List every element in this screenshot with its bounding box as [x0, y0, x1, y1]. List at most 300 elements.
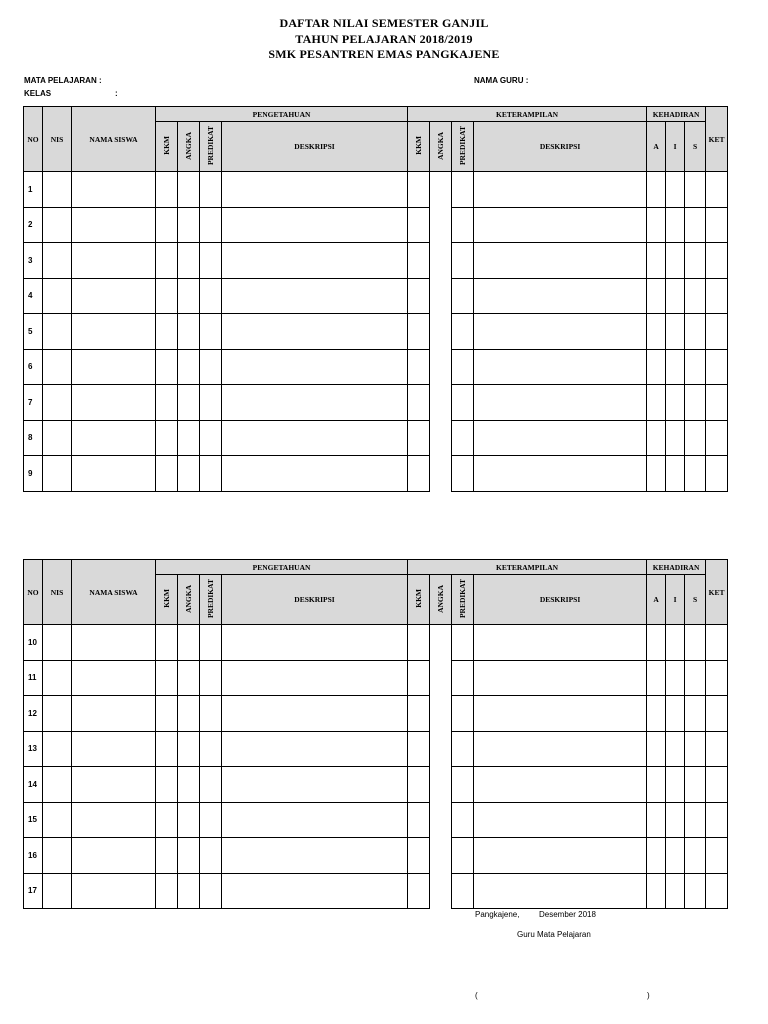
grade-cell	[72, 625, 156, 661]
grade-cell	[72, 278, 156, 314]
kkm-label: KKM	[414, 136, 424, 155]
grade-cell	[474, 207, 647, 243]
grade-cell	[452, 873, 474, 909]
grade-cell	[156, 349, 178, 385]
col-header-predikat	[200, 575, 222, 625]
grade-cell	[474, 456, 647, 492]
col-header-a: A	[647, 575, 666, 625]
signature-place: Pangkajene,	[475, 910, 520, 919]
grade-cell	[452, 243, 474, 279]
grade-cell	[452, 660, 474, 696]
grade-cell	[452, 349, 474, 385]
col-header-kkm	[156, 575, 178, 625]
grade-cell	[222, 349, 408, 385]
nama-guru-label: NAMA GURU :	[474, 76, 529, 85]
grade-cell	[706, 767, 728, 803]
grade-cell	[72, 456, 156, 492]
grade-cell	[685, 731, 706, 767]
grade-cell	[178, 172, 200, 208]
grade-cell	[222, 696, 408, 732]
grade-cell	[222, 314, 408, 350]
col-header-predikat-2	[452, 122, 474, 172]
grade-cell	[666, 660, 685, 696]
signature-role: Guru Mata Pelajaran	[517, 930, 591, 939]
grade-cell	[408, 625, 430, 661]
grade-cell	[666, 767, 685, 803]
grade-cell	[685, 314, 706, 350]
grade-cell	[666, 278, 685, 314]
grade-cell	[178, 767, 200, 803]
grade-cell	[43, 385, 72, 421]
col-header-deskripsi: DESKRIPSI	[222, 122, 408, 172]
grade-cell	[178, 420, 200, 456]
table-row	[24, 696, 728, 732]
grade-cell	[200, 731, 222, 767]
col-header-i: I	[666, 575, 685, 625]
grade-cell	[178, 349, 200, 385]
grade-cell	[43, 456, 72, 492]
col-header-a: A	[647, 122, 666, 172]
predikat-label: PREDIKAT	[206, 578, 215, 619]
grade-cell	[408, 767, 430, 803]
grade-cell	[452, 207, 474, 243]
grade-cell	[408, 456, 430, 492]
grade-cell	[43, 349, 72, 385]
col-header-deskripsi-2: DESKRIPSI	[474, 575, 647, 625]
grade-cell	[222, 207, 408, 243]
grade-cell	[408, 660, 430, 696]
grade-cell	[43, 243, 72, 279]
grade-cell	[647, 625, 666, 661]
grade-cell	[685, 873, 706, 909]
grade-cell	[156, 314, 178, 350]
grade-cell	[706, 873, 728, 909]
grade-cell	[43, 873, 72, 909]
kelas-colon: :	[115, 89, 118, 98]
grade-cell	[72, 314, 156, 350]
grade-cell	[452, 767, 474, 803]
row-number: 2	[24, 207, 43, 243]
grade-cell	[647, 278, 666, 314]
grade-cell	[43, 314, 72, 350]
grade-cell	[200, 207, 222, 243]
grade-cell	[647, 802, 666, 838]
grade-cell	[156, 873, 178, 909]
grade-cell	[178, 243, 200, 279]
grade-cell	[452, 696, 474, 732]
document-title	[0, 16, 768, 63]
grade-cell	[706, 456, 728, 492]
col-header-angka-2	[430, 575, 452, 625]
grade-cell	[474, 660, 647, 696]
grade-cell	[222, 278, 408, 314]
grade-cell	[706, 349, 728, 385]
grade-cell	[685, 696, 706, 732]
mata-pelajaran-label: MATA PELAJARAN :	[24, 76, 102, 85]
grade-cell	[474, 731, 647, 767]
grade-cell	[666, 873, 685, 909]
grade-cell	[72, 349, 156, 385]
grade-cell	[408, 420, 430, 456]
grade-cell	[706, 838, 728, 874]
grade-cell	[430, 420, 452, 456]
grade-cell	[706, 207, 728, 243]
table-row	[24, 278, 728, 314]
grade-cell	[43, 696, 72, 732]
col-header-ket: KET	[706, 560, 728, 625]
grade-cell	[685, 172, 706, 208]
grade-cell	[72, 696, 156, 732]
grade-cell	[200, 420, 222, 456]
grade-cell	[43, 420, 72, 456]
grade-cell	[156, 278, 178, 314]
grade-cell	[706, 278, 728, 314]
grade-cell	[72, 873, 156, 909]
grade-cell	[685, 767, 706, 803]
grade-cell	[685, 660, 706, 696]
grade-cell	[685, 349, 706, 385]
grade-cell	[430, 696, 452, 732]
grade-cell	[474, 696, 647, 732]
grade-cell	[430, 731, 452, 767]
grade-cell	[706, 243, 728, 279]
table-row	[24, 207, 728, 243]
grade-cell	[452, 731, 474, 767]
grade-cell	[222, 731, 408, 767]
grade-cell	[43, 172, 72, 208]
row-number: 1	[24, 172, 43, 208]
predikat-label: PREDIKAT	[458, 125, 468, 166]
grade-table-2-body	[24, 560, 728, 909]
grade-cell	[685, 456, 706, 492]
grade-cell	[430, 802, 452, 838]
predikat-label: PREDIKAT	[458, 578, 468, 619]
grade-cell	[200, 625, 222, 661]
grade-cell	[474, 314, 647, 350]
grade-cell	[408, 731, 430, 767]
grade-cell	[156, 731, 178, 767]
grade-cell	[647, 349, 666, 385]
grade-cell	[474, 172, 647, 208]
grade-cell	[178, 731, 200, 767]
predikat-label: PREDIKAT	[206, 125, 215, 166]
grade-cell	[156, 696, 178, 732]
table-row	[24, 731, 728, 767]
grade-cell	[43, 207, 72, 243]
grade-cell	[72, 838, 156, 874]
grade-cell	[408, 314, 430, 350]
grade-cell	[222, 625, 408, 661]
grade-cell	[43, 767, 72, 803]
grade-cell	[72, 802, 156, 838]
grade-cell	[474, 625, 647, 661]
grade-cell	[452, 625, 474, 661]
grade-cell	[647, 731, 666, 767]
grade-cell	[43, 278, 72, 314]
grade-cell	[43, 731, 72, 767]
grade-cell	[685, 278, 706, 314]
table-row	[24, 660, 728, 696]
grade-cell	[430, 660, 452, 696]
grade-cell	[200, 660, 222, 696]
grade-cell	[706, 731, 728, 767]
grade-cell	[647, 456, 666, 492]
grade-cell	[222, 420, 408, 456]
grade-cell	[706, 802, 728, 838]
grade-cell	[178, 207, 200, 243]
grade-cell	[474, 385, 647, 421]
grade-cell	[222, 660, 408, 696]
grade-cell	[72, 420, 156, 456]
grade-cell	[452, 420, 474, 456]
grade-cell	[178, 802, 200, 838]
grade-cell	[647, 660, 666, 696]
grade-cell	[430, 207, 452, 243]
title-line-3: SMK PESANTREN EMAS PANGKAJENE	[268, 47, 500, 61]
grade-cell	[200, 314, 222, 350]
grade-cell	[685, 625, 706, 661]
grade-cell	[474, 243, 647, 279]
grade-cell	[43, 660, 72, 696]
col-header-angka-2	[430, 122, 452, 172]
grade-cell	[474, 838, 647, 874]
row-number: 11	[24, 660, 43, 696]
grade-cell	[666, 420, 685, 456]
col-header-deskripsi-2: DESKRIPSI	[474, 122, 647, 172]
col-header-nama-siswa: NAMA SISWA	[72, 560, 156, 625]
grade-cell	[408, 838, 430, 874]
grade-cell	[43, 625, 72, 661]
grade-cell	[178, 314, 200, 350]
grade-cell	[200, 838, 222, 874]
grade-cell	[452, 278, 474, 314]
kelas-label: KELAS	[24, 89, 52, 98]
angka-label: ANGKA	[184, 131, 193, 160]
grade-cell	[178, 625, 200, 661]
grade-cell	[666, 172, 685, 208]
row-number: 13	[24, 731, 43, 767]
grade-cell	[706, 314, 728, 350]
grade-cell	[430, 625, 452, 661]
angka-label: ANGKA	[436, 131, 446, 160]
grade-cell	[408, 873, 430, 909]
grade-cell	[72, 207, 156, 243]
grade-cell	[666, 349, 685, 385]
col-header-kkm	[156, 122, 178, 172]
col-header-keterampilan: KETERAMPILAN	[408, 560, 647, 575]
grade-cell	[222, 873, 408, 909]
grade-cell	[474, 420, 647, 456]
grade-cell	[200, 278, 222, 314]
col-header-kehadiran: KEHADIRAN	[647, 107, 706, 122]
col-header-angka	[178, 122, 200, 172]
table-row	[24, 314, 728, 350]
table-row	[24, 767, 728, 803]
grade-cell	[156, 767, 178, 803]
angka-label: ANGKA	[436, 584, 446, 613]
grade-cell	[430, 243, 452, 279]
grade-cell	[706, 385, 728, 421]
grade-cell	[685, 243, 706, 279]
grade-cell	[430, 349, 452, 385]
row-number: 6	[24, 349, 43, 385]
grade-cell	[474, 767, 647, 803]
grade-cell	[430, 278, 452, 314]
grade-cell	[666, 625, 685, 661]
col-header-s: S	[685, 575, 706, 625]
grade-cell	[72, 172, 156, 208]
col-header-predikat-2	[452, 575, 474, 625]
grade-cell	[666, 243, 685, 279]
grade-table-1-body	[24, 107, 728, 492]
col-header-kkm-2	[408, 575, 430, 625]
grade-cell	[685, 385, 706, 421]
grade-cell	[72, 660, 156, 696]
grade-cell	[647, 838, 666, 874]
grade-cell	[200, 873, 222, 909]
grade-cell	[430, 838, 452, 874]
grade-cell	[156, 838, 178, 874]
grade-cell	[685, 207, 706, 243]
grade-cell	[408, 349, 430, 385]
grade-cell	[200, 385, 222, 421]
row-number: 10	[24, 625, 43, 661]
table-row	[24, 802, 728, 838]
grade-cell	[222, 243, 408, 279]
grade-cell	[222, 172, 408, 208]
row-number: 7	[24, 385, 43, 421]
grade-cell	[72, 385, 156, 421]
col-header-angka	[178, 575, 200, 625]
grade-cell	[706, 420, 728, 456]
grade-cell	[200, 802, 222, 838]
col-header-kehadiran: KEHADIRAN	[647, 560, 706, 575]
grade-cell	[647, 172, 666, 208]
table-row	[24, 456, 728, 492]
col-header-pengetahuan: PENGETAHUAN	[156, 107, 408, 122]
grade-cell	[178, 873, 200, 909]
grade-cell	[685, 838, 706, 874]
grade-cell	[408, 243, 430, 279]
grade-cell	[43, 802, 72, 838]
grade-cell	[178, 838, 200, 874]
grade-cell	[408, 696, 430, 732]
grade-cell	[72, 767, 156, 803]
grade-cell	[408, 207, 430, 243]
col-header-deskripsi: DESKRIPSI	[222, 575, 408, 625]
table-row	[24, 349, 728, 385]
grade-cell	[222, 385, 408, 421]
signature-paren-close: )	[647, 991, 650, 1000]
grade-cell	[156, 420, 178, 456]
row-number: 4	[24, 278, 43, 314]
grade-cell	[430, 172, 452, 208]
col-header-pengetahuan: PENGETAHUAN	[156, 560, 408, 575]
grade-cell	[666, 838, 685, 874]
grade-cell	[474, 349, 647, 385]
grade-cell	[452, 314, 474, 350]
col-header-no: NO	[24, 560, 43, 625]
signature-date: Desember 2018	[539, 910, 596, 919]
table-row	[24, 625, 728, 661]
col-header-nis: NIS	[43, 107, 72, 172]
col-header-s: S	[685, 122, 706, 172]
grade-cell	[430, 767, 452, 803]
grade-cell	[178, 385, 200, 421]
grade-cell	[647, 243, 666, 279]
row-number: 14	[24, 767, 43, 803]
grade-cell	[72, 243, 156, 279]
grade-cell	[43, 838, 72, 874]
grade-cell	[200, 349, 222, 385]
grade-cell	[156, 660, 178, 696]
grade-cell	[430, 314, 452, 350]
row-number: 17	[24, 873, 43, 909]
grade-cell	[647, 767, 666, 803]
grade-cell	[156, 172, 178, 208]
grade-cell	[200, 696, 222, 732]
table-row	[24, 243, 728, 279]
grade-cell	[178, 696, 200, 732]
col-header-no: NO	[24, 107, 43, 172]
grade-cell	[156, 625, 178, 661]
kkm-label: KKM	[162, 136, 171, 155]
table-row	[24, 420, 728, 456]
grade-cell	[452, 456, 474, 492]
col-header-predikat	[200, 122, 222, 172]
grade-cell	[408, 385, 430, 421]
grade-cell	[666, 385, 685, 421]
grade-cell	[666, 207, 685, 243]
grade-cell	[222, 802, 408, 838]
row-number: 15	[24, 802, 43, 838]
col-header-kkm-2	[408, 122, 430, 172]
grade-cell	[452, 802, 474, 838]
grade-cell	[222, 767, 408, 803]
signature-paren-open: (	[475, 991, 478, 1000]
row-number: 5	[24, 314, 43, 350]
grade-cell	[685, 420, 706, 456]
grade-cell	[200, 767, 222, 803]
grade-cell	[430, 873, 452, 909]
col-header-nama-siswa: NAMA SISWA	[72, 107, 156, 172]
row-number: 8	[24, 420, 43, 456]
grade-cell	[156, 243, 178, 279]
title-line-2: TAHUN PELAJARAN 2018/2019	[295, 31, 473, 46]
grade-cell	[452, 838, 474, 874]
grade-cell	[647, 385, 666, 421]
grade-cell	[666, 731, 685, 767]
grade-cell	[200, 243, 222, 279]
table-row	[24, 838, 728, 874]
grade-cell	[430, 456, 452, 492]
grade-table-2	[23, 559, 728, 909]
grade-cell	[178, 278, 200, 314]
row-number: 12	[24, 696, 43, 732]
grade-cell	[156, 456, 178, 492]
grade-cell	[408, 278, 430, 314]
grade-cell	[706, 696, 728, 732]
grade-cell	[222, 838, 408, 874]
grade-cell	[647, 314, 666, 350]
grade-cell	[706, 660, 728, 696]
col-header-i: I	[666, 122, 685, 172]
row-number: 9	[24, 456, 43, 492]
grade-cell	[156, 385, 178, 421]
grade-cell	[666, 314, 685, 350]
title-line-1: DAFTAR NILAI SEMESTER GANJIL	[279, 16, 489, 30]
grade-cell	[72, 731, 156, 767]
